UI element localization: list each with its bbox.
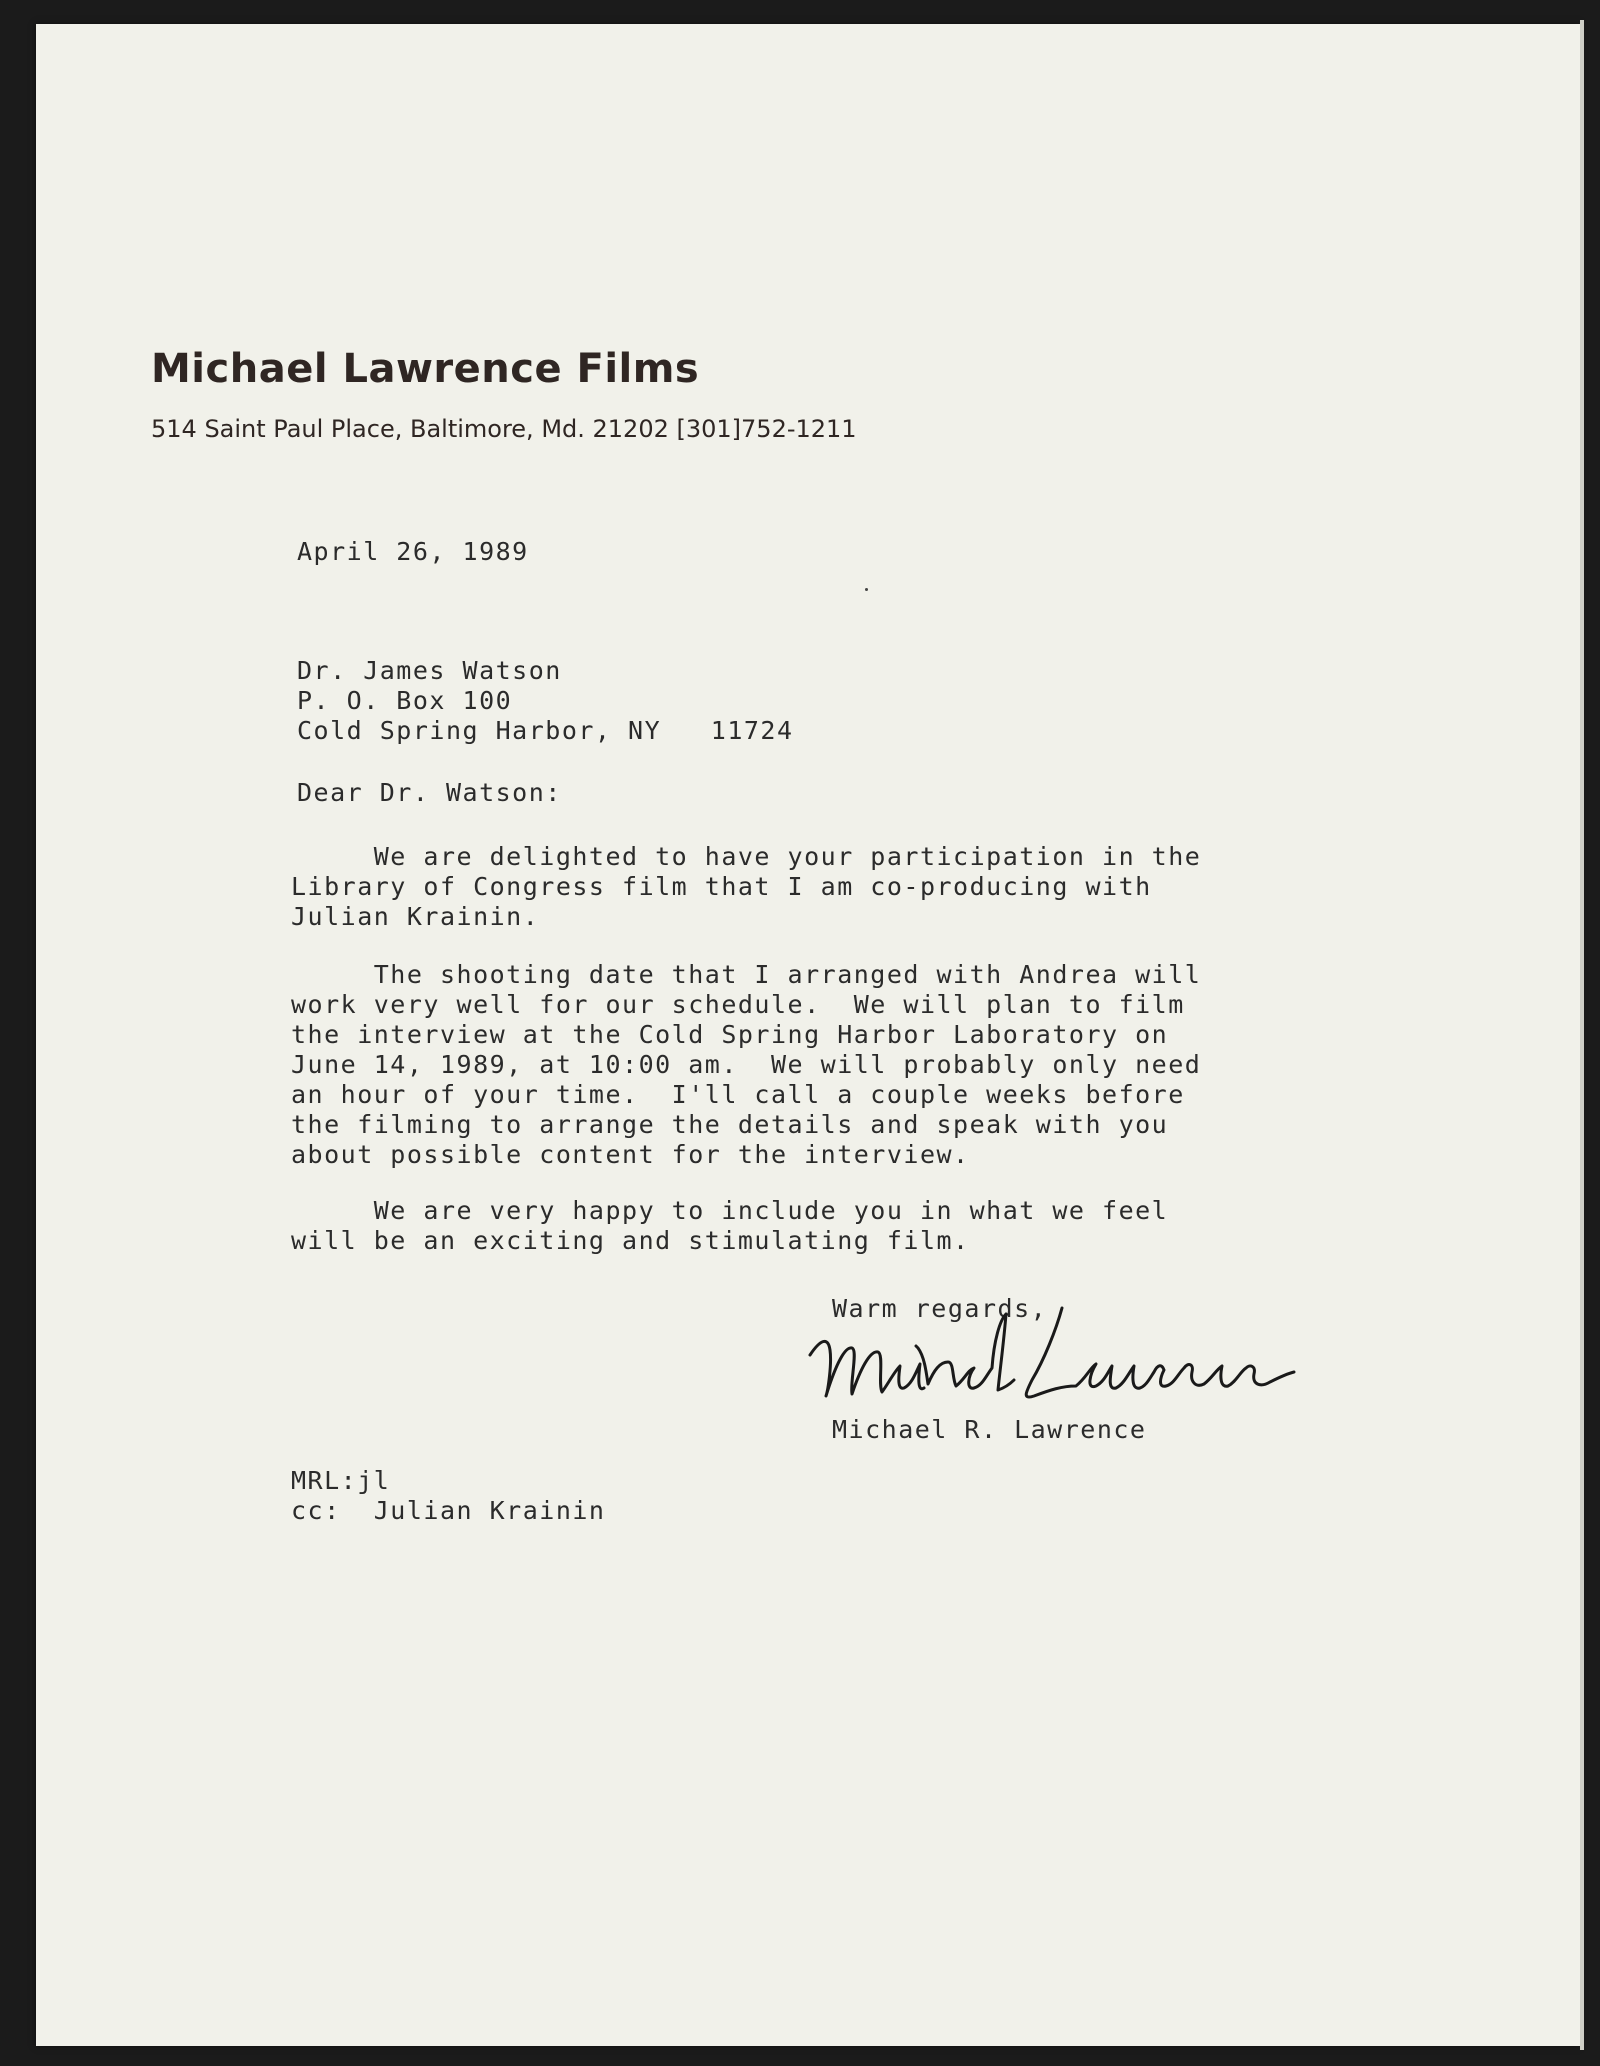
paragraph-line: We are very happy to include you in what we feel <box>291 1196 1169 1225</box>
recipient-name: Dr. James Watson <box>297 656 562 685</box>
handwritten-signature <box>800 1300 1310 1410</box>
salutation: Dear Dr. Watson: <box>297 778 562 807</box>
letter-date: April 26, 1989 <box>297 537 529 566</box>
typist-initials: MRL:jl <box>291 1466 391 1495</box>
closing: Warm regards, <box>832 1294 1048 1323</box>
paragraph-3 <box>291 1196 1168 1256</box>
reference-initials <box>291 1466 605 1526</box>
paragraph-line: The shooting date that I arranged with Andrea will <box>291 960 1202 989</box>
paragraph-line: the filming to arrange the details and speak with you <box>291 1110 1169 1139</box>
paragraph-line: an hour of your time. I'll call a couple weeks before <box>291 1080 1185 1109</box>
letterhead-address: 514 Saint Paul Place, Baltimore, Md. 21202 [301]752-1211 <box>151 415 857 443</box>
recipient-city: Cold Spring Harbor, NY 11724 <box>297 716 794 745</box>
sheet-edge <box>1580 20 1584 2050</box>
paragraph-line: will be an exciting and stimulating film. <box>291 1226 970 1255</box>
recipient-address <box>297 656 794 746</box>
paragraph-line: work very well for our schedule. We will plan to film <box>291 990 1185 1019</box>
carbon-copy: cc: Julian Krainin <box>291 1496 606 1525</box>
paragraph-line: about possible content for the interview. <box>291 1140 970 1169</box>
letterhead-company: Michael Lawrence Films <box>151 346 700 392</box>
paragraph-line: Library of Congress film that I am co-producing with <box>291 872 1152 901</box>
paragraph-line: June 14, 1989, at 10:00 am. We will probably only need <box>291 1050 1202 1079</box>
signer-name: Michael R. Lawrence <box>832 1415 1147 1444</box>
paragraph-line: the interview at the Cold Spring Harbor Laboratory on <box>291 1020 1169 1049</box>
paper-speck <box>865 588 868 591</box>
paragraph-2 <box>291 960 1201 1170</box>
paragraph-1 <box>291 842 1201 932</box>
paragraph-line: We are delighted to have your participation in the <box>291 842 1202 871</box>
recipient-box: P. O. Box 100 <box>297 686 513 715</box>
paragraph-line: Julian Krainin. <box>291 902 540 931</box>
